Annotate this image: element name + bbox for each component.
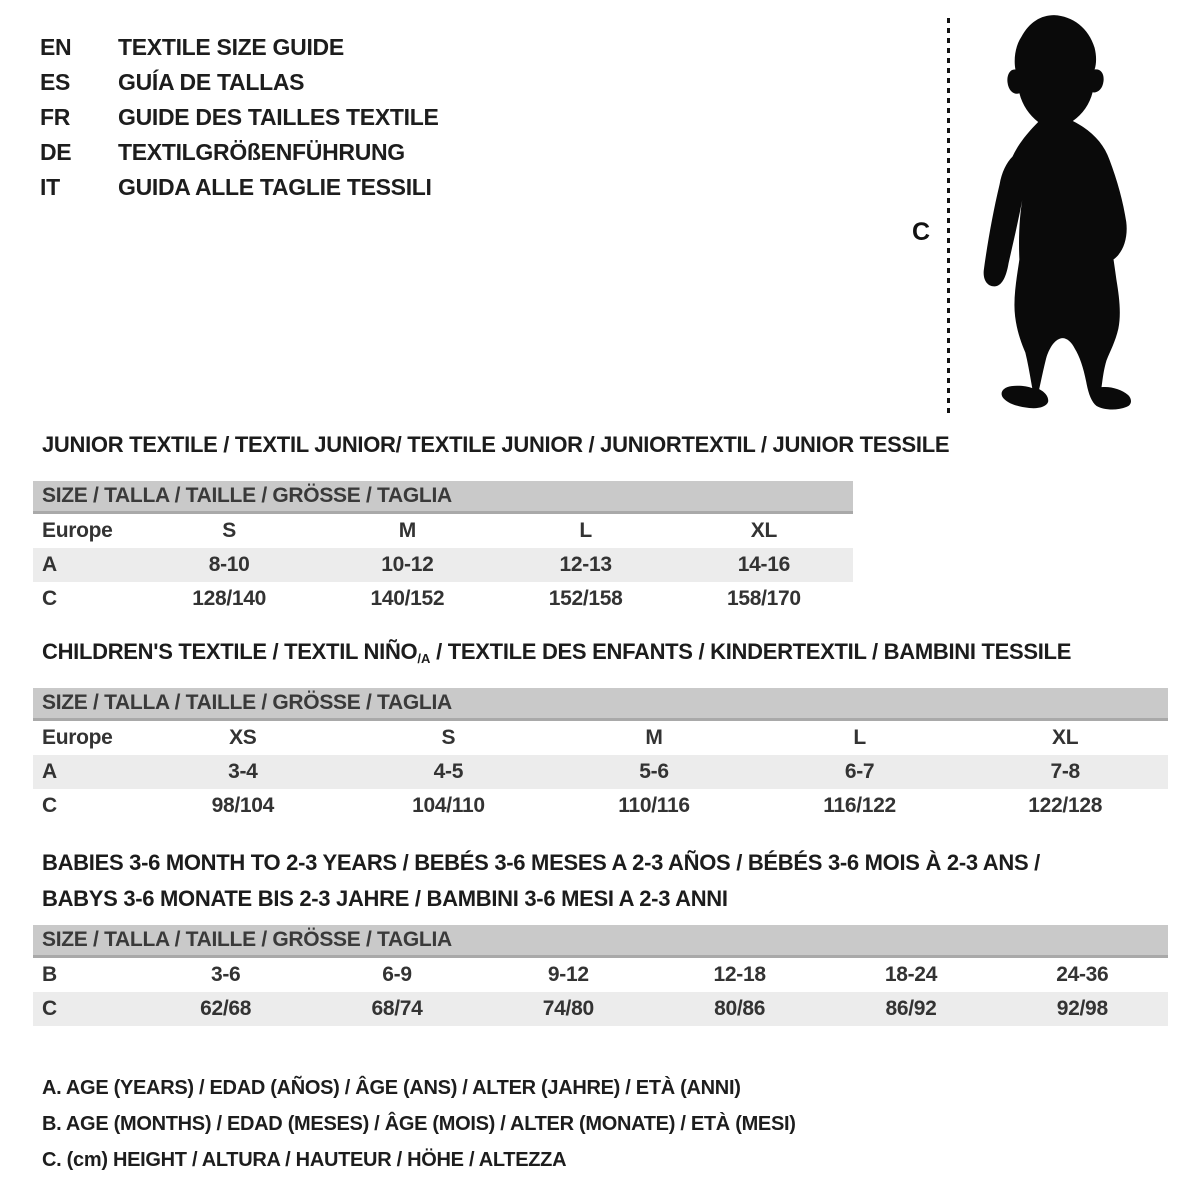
guide-title-de: TEXTILGRÖßENFÜHRUNG (118, 139, 405, 165)
height-cell: 116/122 (823, 794, 896, 817)
size-cell: S (441, 726, 456, 749)
legend-line-b: B. AGE (MONTHS) / EDAD (MESES) / ÂGE (MOIS) / ALTER (MONATE) / ETÀ (MESI) (42, 1113, 796, 1135)
table-row-europe (33, 721, 1168, 755)
nino-a-subscript: /A (417, 651, 431, 666)
row-label: C (42, 587, 57, 610)
lang-code: FR (40, 104, 71, 130)
age-cell: 8-10 (208, 553, 250, 576)
age-cell: 24-36 (1056, 963, 1109, 986)
junior-size-table (33, 481, 853, 616)
guide-title-en: TEXTILE SIZE GUIDE (118, 34, 344, 60)
row-label: A (42, 760, 57, 783)
lang-code: EN (40, 34, 72, 60)
lang-row-it (40, 170, 439, 205)
height-cell: 122/128 (1028, 794, 1103, 817)
height-cell: 92/98 (1056, 997, 1108, 1020)
table-row-age-months (33, 958, 1168, 992)
table-row-height-cm (33, 992, 1168, 1026)
size-cell: XS (229, 726, 257, 749)
lang-row-en (40, 30, 439, 65)
row-label: A (42, 553, 57, 576)
legend-line-c: C. (cm) HEIGHT / ALTURA / HAUTEUR / HÖHE / ALTEZZA (42, 1149, 567, 1171)
section-title-children (42, 639, 1071, 666)
lang-row-es (40, 65, 439, 100)
height-cell: 140/152 (370, 587, 445, 610)
height-cell: 98/104 (211, 794, 275, 817)
age-cell: 12-18 (713, 963, 766, 986)
children-size-table (33, 688, 1168, 823)
guide-title-es: GUÍA DE TALLAS (118, 69, 305, 95)
size-cell: L (853, 726, 866, 749)
lang-row-de (40, 135, 439, 170)
row-label: B (42, 963, 57, 986)
height-cell: 68/74 (371, 997, 423, 1020)
table-row-europe (33, 514, 853, 548)
size-cell: S (222, 519, 236, 542)
size-cell: XL (1052, 726, 1079, 749)
section-title-children-post: / TEXTILE DES ENFANTS / KINDERTEXTIL / BAMBINI TESSILE (430, 639, 1072, 664)
section-title-babies-line2: BABYS 3-6 MONATE BIS 2-3 JAHRE / BAMBINI 3-6 MESI A 2-3 ANNI (42, 886, 728, 911)
age-cell: 3-6 (210, 963, 241, 986)
height-cell: 152/158 (548, 587, 623, 610)
table-row-height-cm (33, 789, 1168, 823)
table-row-height-cm (33, 582, 853, 616)
age-cell: 12-13 (559, 553, 612, 576)
row-label: Europe (42, 726, 113, 749)
age-cell: 3-4 (228, 760, 258, 783)
table-header-size: SIZE / TALLA / TAILLE / GRÖSSE / TAGLIA (33, 688, 1168, 721)
age-cell: 6-9 (382, 963, 412, 986)
guide-title-it: GUIDA ALLE TAGLIE TESSILI (118, 174, 432, 200)
height-cell: 128/140 (192, 587, 267, 610)
age-cell: 5-6 (639, 760, 669, 783)
row-label: C (42, 997, 57, 1020)
height-cell: 110/116 (618, 794, 690, 817)
height-cell: 62/68 (200, 997, 252, 1020)
height-cell: 86/92 (885, 997, 937, 1020)
height-cell: 80/86 (714, 997, 766, 1020)
section-title-babies (42, 845, 1040, 917)
table-header-size: SIZE / TALLA / TAILLE / GRÖSSE / TAGLIA (33, 925, 1168, 958)
height-measure-dashed-line (947, 18, 950, 416)
table-row-age-years (33, 755, 1168, 789)
age-cell: 18-24 (884, 963, 938, 986)
age-cell: 4-5 (433, 760, 464, 783)
section-title-junior: JUNIOR TEXTILE / TEXTIL JUNIOR/ TEXTILE JUNIOR / JUNIORTEXTIL / JUNIOR TESSILE (42, 432, 950, 457)
height-measure-label: C (912, 218, 930, 246)
table-row-age-years (33, 548, 853, 582)
age-cell: 10-12 (381, 553, 434, 576)
toddler-silhouette-icon (962, 12, 1150, 418)
section-title-babies-line1: BABIES 3-6 MONTH TO 2-3 YEARS / BEBÉS 3-6 MESES A 2-3 AÑOS / BÉBÉS 3-6 MOIS À 2-3 ANS / (42, 850, 1040, 875)
section-title-children-pre: CHILDREN'S TEXTILE / TEXTIL NIÑO (42, 639, 418, 664)
size-cell: M (398, 519, 416, 542)
height-cell: 104/110 (412, 794, 485, 817)
age-cell: 9-12 (547, 963, 589, 986)
age-cell: 6-7 (844, 760, 875, 783)
lang-code: DE (40, 139, 72, 165)
table-header-size: SIZE / TALLA / TAILLE / GRÖSSE / TAGLIA (33, 481, 853, 514)
guide-title-fr: GUIDE DES TAILLES TEXTILE (118, 104, 439, 130)
lang-code: ES (40, 69, 71, 95)
size-cell: M (645, 726, 663, 749)
lang-code: IT (40, 174, 60, 200)
babies-size-table (33, 925, 1168, 1026)
legend (42, 1070, 796, 1178)
lang-row-fr (40, 100, 439, 135)
age-cell: 7-8 (1050, 760, 1080, 783)
legend-line-a: A. AGE (YEARS) / EDAD (AÑOS) / ÂGE (ANS) / ALTER (JAHRE) / ETÀ (ANNI) (42, 1077, 741, 1099)
size-cell: XL (750, 519, 777, 542)
height-cell: 158/170 (726, 587, 801, 610)
age-cell: 14-16 (737, 553, 790, 576)
height-cell: 74/80 (542, 997, 594, 1020)
row-label: C (42, 794, 57, 817)
size-cell: L (579, 519, 592, 542)
language-title-list (40, 30, 439, 205)
row-label: Europe (42, 519, 113, 542)
